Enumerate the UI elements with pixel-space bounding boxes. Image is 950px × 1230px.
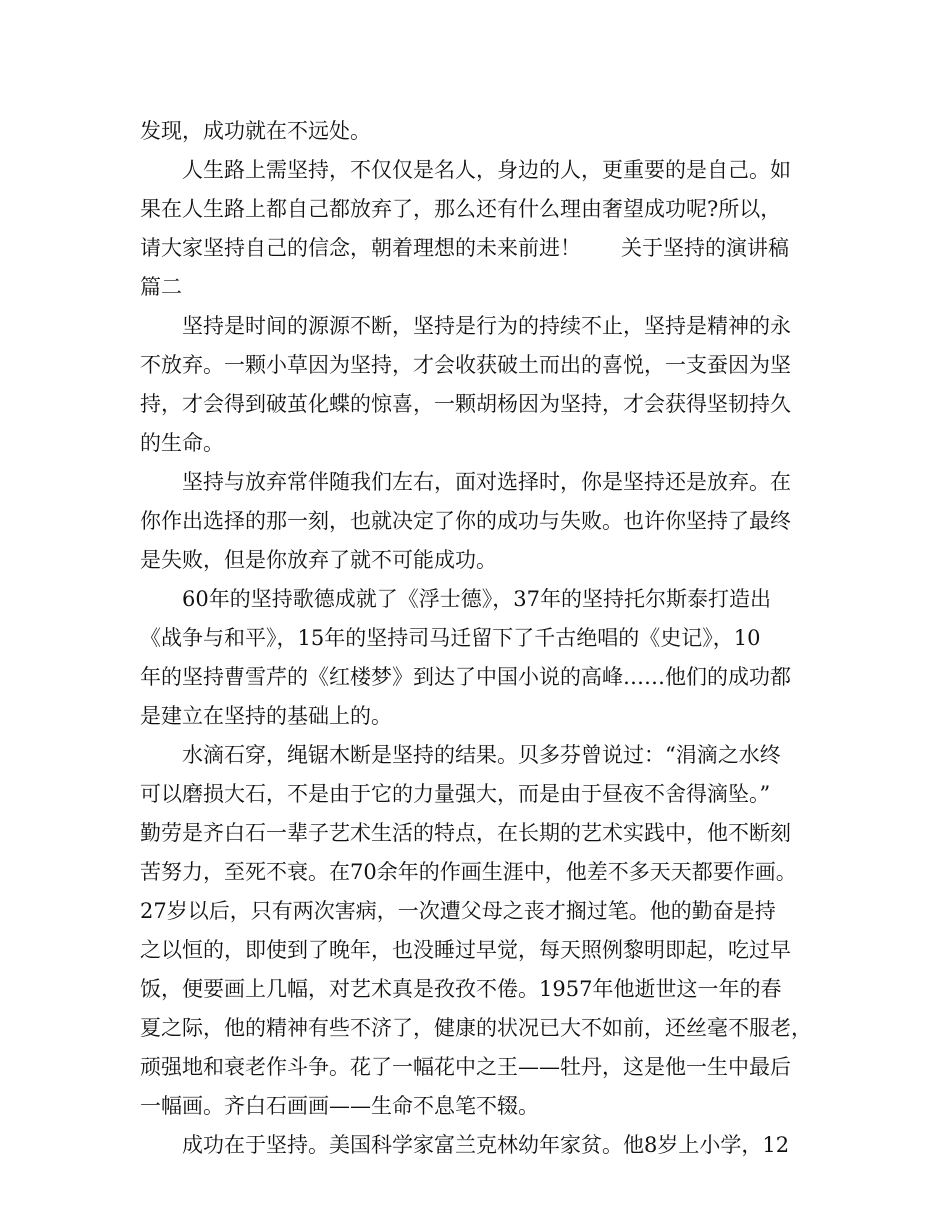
text-line: 顽强地和衰老作斗争。花了一幅花中之王——牡丹，这是他一生中最后 xyxy=(140,1055,791,1079)
text-line: 是失败，但是你放弃了就不可能成功。 xyxy=(140,548,497,572)
text-line: 坚持与放弃常伴随我们左右，面对选择时，你是坚持还是放弃。在 xyxy=(182,470,791,494)
text-line: 你作出选择的那一刻，也就决定了你的成功与失败。也许你坚持了最终 xyxy=(140,509,791,533)
text-line: 饭，便要画上几幅，对艺术真是孜孜不倦。1957年他逝世这一年的春 xyxy=(140,977,782,1001)
text-line: 坚持是时间的源源不断，坚持是行为的持续不止，坚持是精神的永 xyxy=(182,314,791,338)
text-line: 水滴石穿，绳锯木断是坚持的结果。贝多芬曾说过：“涓滴之水终 xyxy=(182,743,781,767)
text-line: 发现，成功就在不远处。 xyxy=(140,119,371,143)
text-line: 的生命。 xyxy=(140,431,224,455)
text-line: 成功在于坚持。美国科学家富兰克林幼年家贫。他8岁上小学，12 xyxy=(182,1133,790,1157)
text-line: 不放弃。一颗小草因为坚持，才会收获破土而出的喜悦，一支蚕因为坚 xyxy=(140,353,791,377)
text-line: 苦努力，至死不衰。在70余年的作画生涯中，他差不多天天都要作画。 xyxy=(140,860,797,884)
text-line: 可以磨损大石，不是由于它的力量强大，而是由于昼夜不舍得滴坠。” xyxy=(140,782,771,806)
text-line: 一幅画。齐白石画画——生命不息笔不辍。 xyxy=(140,1094,539,1118)
text-line: 夏之际，他的精神有些不济了，健康的状况已大不如前，还丝毫不服老， xyxy=(140,1016,812,1040)
text-line: 是建立在坚持的基础上的。 xyxy=(140,704,392,728)
text-line: 人生路上需坚持，不仅仅是名人，身边的人，更重要的是自己。如 xyxy=(182,158,791,182)
text-line: 篇二 xyxy=(140,275,182,299)
text-line: 《战争与和平》，15年的坚持司马迁留下了千古绝唱的《史记》，10 xyxy=(140,626,761,650)
text-line: 年的坚持曹雪芹的《红楼梦》到达了中国小说的高峰……他们的成功都 xyxy=(140,665,791,689)
text-line: 之以恒的，即使到了晚年，也没睡过早觉，每天照例黎明即起，吃过早 xyxy=(140,938,791,962)
text-line: 27岁以后，只有两次害病，一次遭父母之丧才搁过笔。他的勤奋是持 xyxy=(140,899,776,923)
text-line: 果在人生路上都自己都放弃了，那么还有什么理由奢望成功呢?所以， xyxy=(140,197,782,221)
text-line: 请大家坚持自己的信念，朝着理想的未来前进！ 关于坚持的演讲稿 xyxy=(140,236,790,260)
text-line: 勤劳是齐白石一辈子艺术生活的特点，在长期的艺术实践中，他不断刻 xyxy=(140,821,791,845)
text-line: 持，才会得到破茧化蝶的惊喜，一颗胡杨因为坚持，才会获得坚韧持久 xyxy=(140,392,791,416)
text-line: 60年的坚持歌德成就了《浮士德》，37年的坚持托尔斯泰打造出 xyxy=(182,587,771,611)
